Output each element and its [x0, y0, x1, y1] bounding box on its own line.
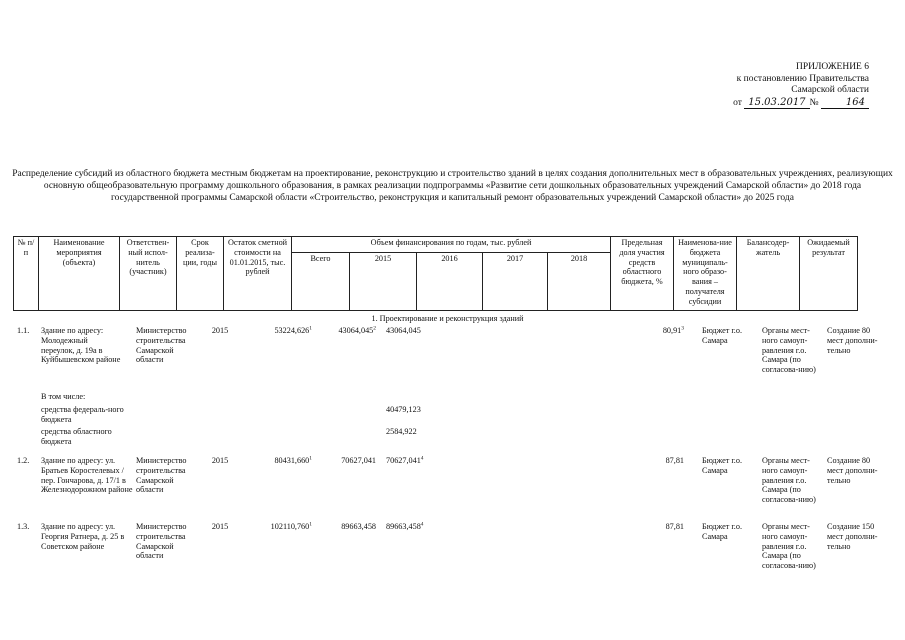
- header-funding: Объем финансирования по годам, тыс. рублей: [292, 237, 611, 253]
- row-term: 2015: [211, 522, 229, 531]
- header-total: Всего: [292, 253, 350, 311]
- row-share: 87,81: [665, 456, 684, 465]
- row-2015: 89663,458$^4$: [386, 521, 424, 531]
- row-balance: 80431,660$^1$: [274, 455, 312, 465]
- row-total: 89663,458: [341, 522, 376, 531]
- row-term: 2015: [211, 326, 229, 335]
- appendix-line-3: Самарской области: [791, 85, 869, 95]
- row-total: 43064,045$^2$: [338, 325, 376, 335]
- date-prefix: от: [733, 97, 742, 108]
- row-executor: Министерство строительства Самарской области: [136, 456, 187, 495]
- sub-federal-value: 40479,123: [386, 405, 421, 414]
- appendix-block: [679, 62, 869, 109]
- header-num: № п/п: [14, 237, 39, 311]
- header-2016: 2016: [417, 253, 483, 311]
- header-result: Ожидаемый результат: [800, 237, 858, 311]
- row-term: 2015: [211, 456, 229, 465]
- row-total: 70627,041: [341, 456, 376, 465]
- row-result: Создание 150 мест дополни-тельно: [827, 522, 878, 551]
- row-budget: Бюджет г.о. Самара: [702, 522, 742, 541]
- row-share: 87,81: [665, 522, 684, 531]
- sub-regional-label: средства областного бюджета: [41, 427, 112, 446]
- header-share: Предельная доля участия средств областного бюджета, %: [611, 237, 674, 311]
- number-prefix: №: [809, 97, 819, 108]
- number-handwritten: 164: [821, 97, 869, 110]
- sub-regional-value: 2584,922: [386, 427, 417, 436]
- row-result: Создание 80 мест дополни-тельно: [827, 456, 878, 485]
- row-2015: 70627,041$^4$: [386, 455, 424, 465]
- row-holder: Органы мест-ного самоуп-равления г.о. Самара (по согласова-нию): [762, 326, 816, 375]
- row-holder: Органы мест-ного самоуп-равления г.о. Самара (по согласова-нию): [762, 456, 816, 505]
- header-executor: Ответствен-ный испол-нитель (участник): [120, 237, 177, 311]
- row-executor: Министерство строительства Самарской области: [136, 522, 187, 561]
- header-table: [13, 236, 858, 311]
- row-budget: Бюджет г.о. Самара: [702, 326, 742, 345]
- row-balance: 102110,760$^1$: [270, 521, 312, 531]
- row-2015: 43064,045: [386, 326, 421, 335]
- date-handwritten: 15.03.2017: [744, 97, 809, 110]
- appendix-date-line: [679, 97, 869, 110]
- row-budget: Бюджет г.о. Самара: [702, 456, 742, 475]
- row-num: 1.3.: [17, 522, 30, 531]
- header-name: Наименование мероприятия (объекта): [39, 237, 120, 311]
- row-name: Здание по адресу: Молодежный переулок, д. 19а в Куйбышевском районе: [41, 326, 121, 365]
- row-num: 1.2.: [17, 456, 30, 465]
- row-name: Здание по адресу: ул. Георгия Ратнера, д. 25 в Советском районе: [41, 522, 125, 551]
- section-title: 1. Проектирование и реконструкция зданий: [371, 314, 524, 323]
- header-holder: Балансодер-жатель: [737, 237, 800, 311]
- header-2017: 2017: [483, 253, 548, 311]
- header-2018: 2018: [548, 253, 611, 311]
- appendix-line-2: к постановлению Правительства: [736, 73, 869, 84]
- row-balance: 53224,626$^1$: [274, 325, 312, 335]
- row-num: 1.1.: [17, 326, 30, 335]
- row-name: Здание по адресу: ул. Братьев Коростелевых / пер. Гончарова, д. 17/1 в Железнодорожном районе: [41, 456, 133, 495]
- row-share: 80,91$^3$: [662, 325, 684, 335]
- row-result: Создание 80 мест дополни-тельно: [827, 326, 878, 355]
- header-term: Срок реализа-ции, годы: [177, 237, 224, 311]
- row-executor: Министерство строительства Самарской области: [136, 326, 187, 365]
- row-holder: Органы мест-ного самоуп-равления г.о. Самара (по согласова-нию): [762, 522, 816, 571]
- header-2015: 2015: [350, 253, 417, 311]
- header-balance: Остаток сметной стоимости на 01.01.2015, тыс. рублей: [224, 237, 292, 311]
- document-title: Распределение субсидий из областного бюджета местным бюджетам на проектирование, реконструкцию и строительство зданий в целях создания дополнительных мест в образовательных учреждениях, реализующих основную общеобразовательную программу дошкольного образования, в рамках реализации подпрограммы «Развитие сети дошкольных образовательных учреждений Самарской области» до 2018 года государственной программы Самарской области «Строительство, реконструкция и капитальный ремонт образовательных учреждений Самарской области» до 2025 года: [12, 169, 893, 203]
- sub-label: В том числе:: [41, 392, 86, 401]
- header-budget: Наименова-ние бюджета муниципаль-ного образо-вания – получателя субсидии: [674, 237, 737, 311]
- appendix-line-1: ПРИЛОЖЕНИЕ 6: [795, 62, 869, 72]
- sub-federal-label: средства федераль-ного бюджета: [41, 405, 124, 424]
